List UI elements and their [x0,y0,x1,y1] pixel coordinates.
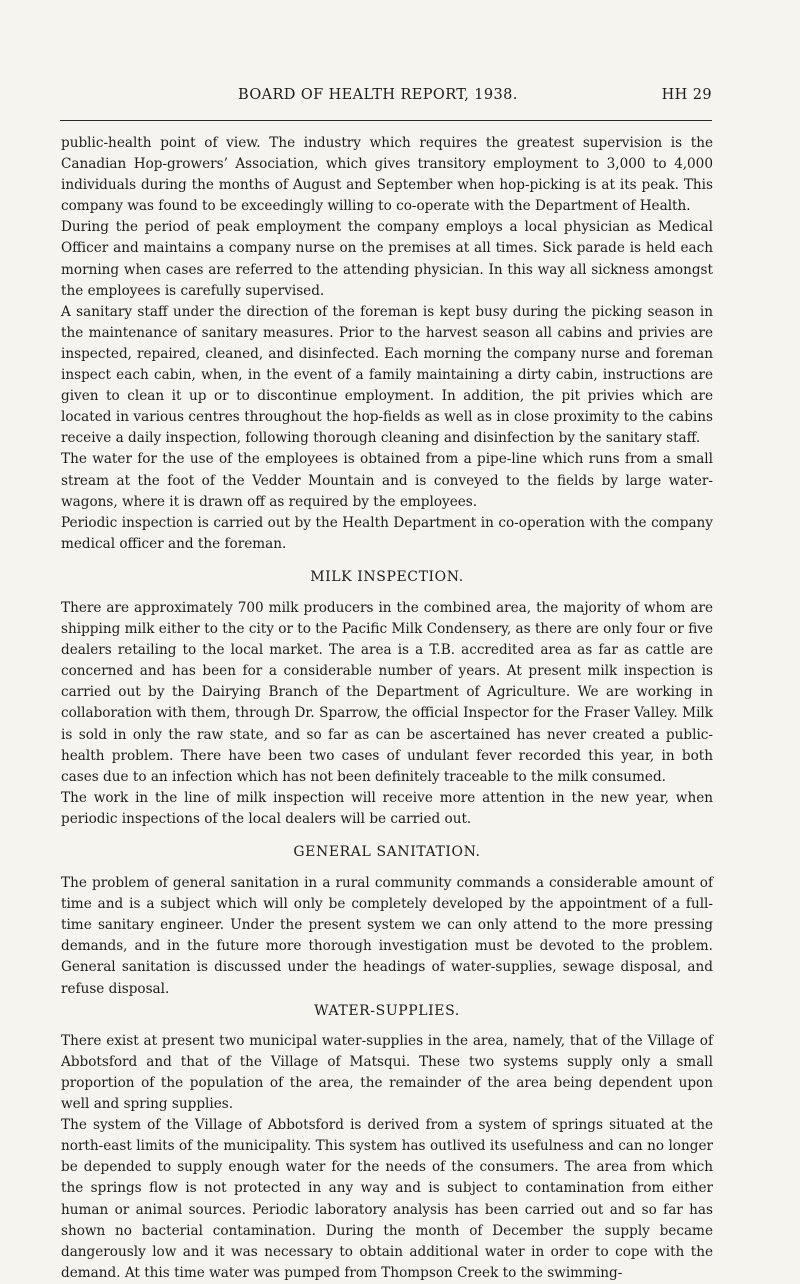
report-title: BOARD OF HEALTH REPORT, 1938. [238,87,518,103]
paragraph: During the period of peak employment the company employs a local physician as Medical Officer and maintains a company nurse on the premises at all times. Sick parade is held each morning when cases are referred to the attending physician. In this way all sickness amongst the employees is carefully supervised. [61,219,713,299]
page-number: HH 29 [661,87,712,103]
paragraph: The system of the Village of Abbotsford is derived from a system of springs situated at the north-east limits of the municipality. This system has outlived its usefulness and can no longer be depended to supply enough water for the needs of the consumers. The area from which the springs flow is not protected in any way and is subject to contamination from either human or animal sources. Periodic laboratory analysis has been carried out and so far has shown no bacterial contamination. During the month of December the supply became dangerously low and it was necessary to obtain additional water in order to cope with the demand. At this time water was pumped from Thompson Creek to the swimming- [61,1117,713,1281]
paragraph: There exist at present two municipal water-supplies in the area, namely, that of the Village of Abbotsford and that of the Village of Matsqui. These two systems supply only a small proportion of the population of the area, the remainder of the area being dependent upon well and spring supplies. [61,1032,713,1113]
paragraph: There are approximately 700 milk producers in the combined area, the majority of whom are shipping milk either to the city or to the Pacific Milk Condensery, as there are only four or five dealers retailing to the local market. The area is a T.B. accredited area as far as cattle are concerned and has been for a considerable number of years. At present milk inspection is carried out by the Dairying Branch of the Department of Agriculture. We are working in collaboration with them, through Dr. Sparrow, the official Inspector for the Fraser Valley. Milk is sold in only the raw state, and so far as can be ascertained has never created a public-health problem. There have been two cases of undulant fever recorded this year, in both cases due to an infection which has not been definitely traceable to the milk consumed. [61,599,713,785]
section-heading-general-sanitation: GENERAL SANITATION. [293,844,481,860]
body-text [61,133,713,1284]
paragraph: A sanitary staff under the direction of the foreman is kept busy during the picking season in the maintenance of sanitary measures. Prior to the harvest season all cabins and privies are inspected, repaired, cleaned, and disinfected. Each morning the company nurse and foreman inspect each cabin, when, in the event of a family maintaining a dirty cabin, instructions are given to clean it up or to discontinue employment. In addition, the pit privies which are located in various centres throughout the hop-fields as well as in close proximity to the cabins receive a daily inspection, following thorough cleaning and disinfection by the sanitary staff. [61,303,713,447]
paragraph: The problem of general sanitation in a rural community commands a considerable amount of time and is a subject which will only be completely developed by the appointment of a full-time sanitary engineer. Under the present system we can only attend to the more pressing demands, and in the future more thorough investigation must be devoted to the problem. General sanitation is discussed under the headings of water-supplies, sewage disposal, and refuse disposal. [61,875,713,997]
running-header [238,87,712,111]
paragraph: Periodic inspection is carried out by the Health Department in co-operation with the company medical officer and the foreman. [61,514,713,552]
paragraph: public-health point of view. The industry which requires the greatest supervision is the Canadian Hop-growers’ Association, which gives transitory employment to 3,000 to 4,000 individuals during the months of August and September when hop-picking is at its peak. This company was found to be exceedingly willing to co-operate with the Department of Health. [61,135,713,215]
section-heading-water-supplies: WATER-SUPPLIES. [314,1002,460,1019]
paragraph: The work in the line of milk inspection will receive more attention in the new year, when periodic inspections of the local dealers will be carried out. [61,789,713,827]
paragraph: The water for the use of the employees is obtained from a pipe-line which runs from a small stream at the foot of the Vedder Mountain and is conveyed to the fields by large water-wagons, where it is drawn off as required by the employees. [61,451,713,510]
section-heading-milk-inspection: MILK INSPECTION. [310,568,464,585]
header-rule [60,120,712,121]
